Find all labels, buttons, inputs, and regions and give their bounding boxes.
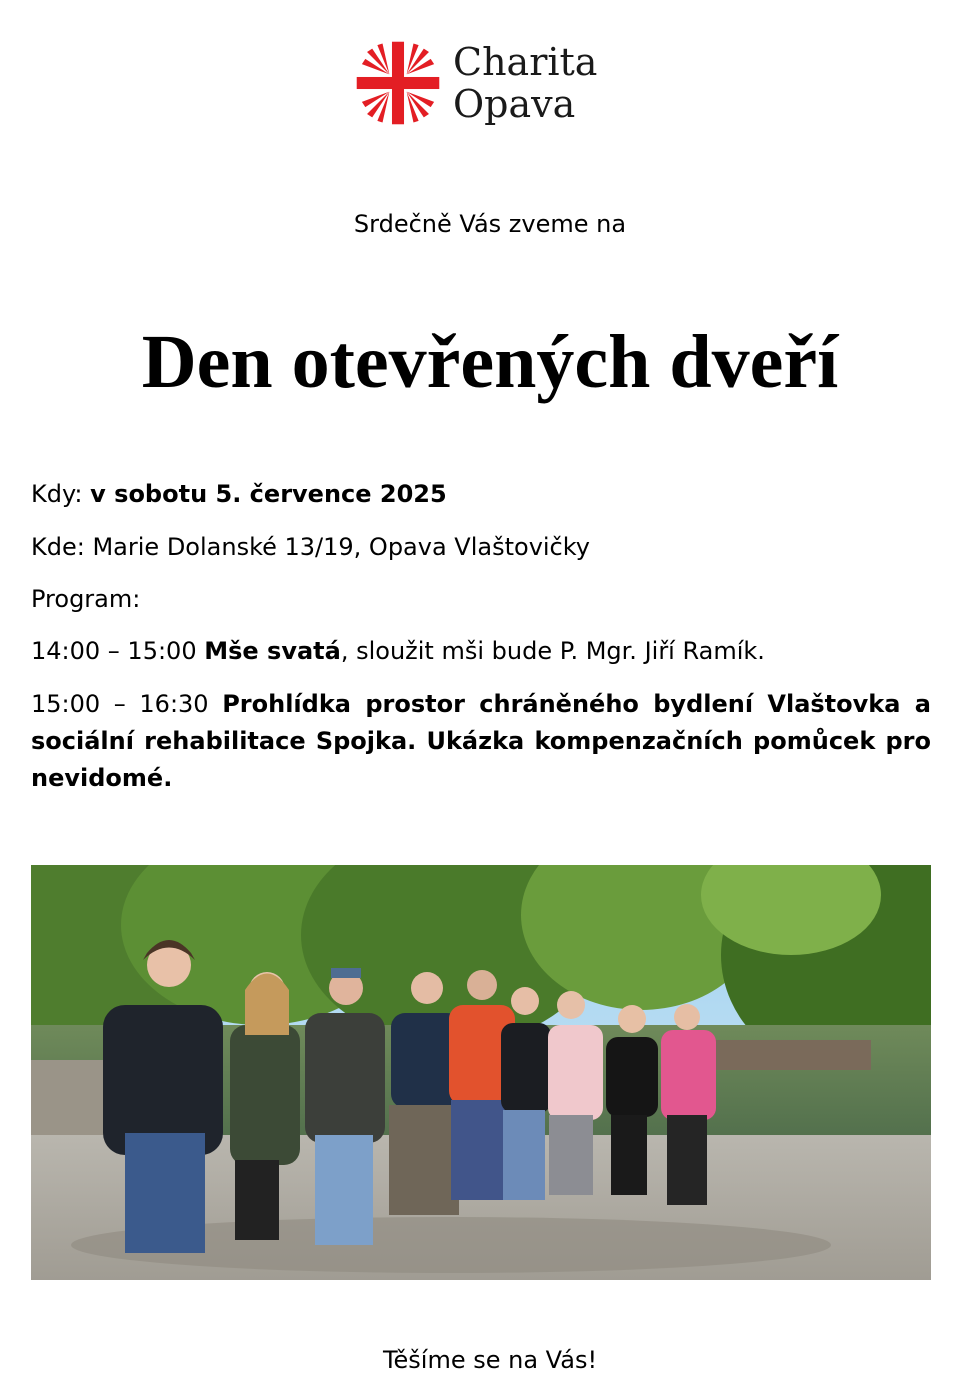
program-item-tour: [31, 686, 931, 797]
closing-text: Těšíme se na Vás!: [382, 1346, 598, 1374]
where-label: Kde:: [31, 533, 85, 561]
logo-line-1: Charita: [453, 40, 598, 84]
where-row: [31, 529, 931, 566]
when-value: v sobotu 5. července 2025: [90, 480, 447, 508]
program-title: Mše svatá: [204, 637, 341, 665]
program-detail: , sloužit mši bude P. Mgr. Jiří Ramík.: [340, 637, 765, 665]
invitation-text: Srdečně Vás zveme na: [353, 210, 627, 238]
program-item-mass: [31, 633, 931, 670]
where-value: Marie Dolanské 13/19, Opava Vlaštovičky: [92, 533, 590, 561]
logo-line-2: Opava: [453, 82, 576, 126]
program-time: 15:00 – 16:30: [31, 690, 209, 718]
when-row: [31, 476, 931, 513]
group-photo: [31, 865, 931, 1280]
charita-logo: [355, 40, 597, 126]
program-time: 14:00 – 15:00: [31, 637, 197, 665]
event-title: Den otevřených dveří: [141, 320, 839, 404]
program-title: Prohlídka prostor chráněného bydlení Vlaštovka a sociální rehabilitace Spojka. Ukázka kompenzačních pomůcek pro nevidomé.: [31, 690, 931, 792]
when-label: Kdy:: [31, 480, 83, 508]
logo-text: [453, 41, 597, 125]
charita-cross-icon: [355, 40, 441, 126]
program-label: Program:: [31, 585, 141, 613]
